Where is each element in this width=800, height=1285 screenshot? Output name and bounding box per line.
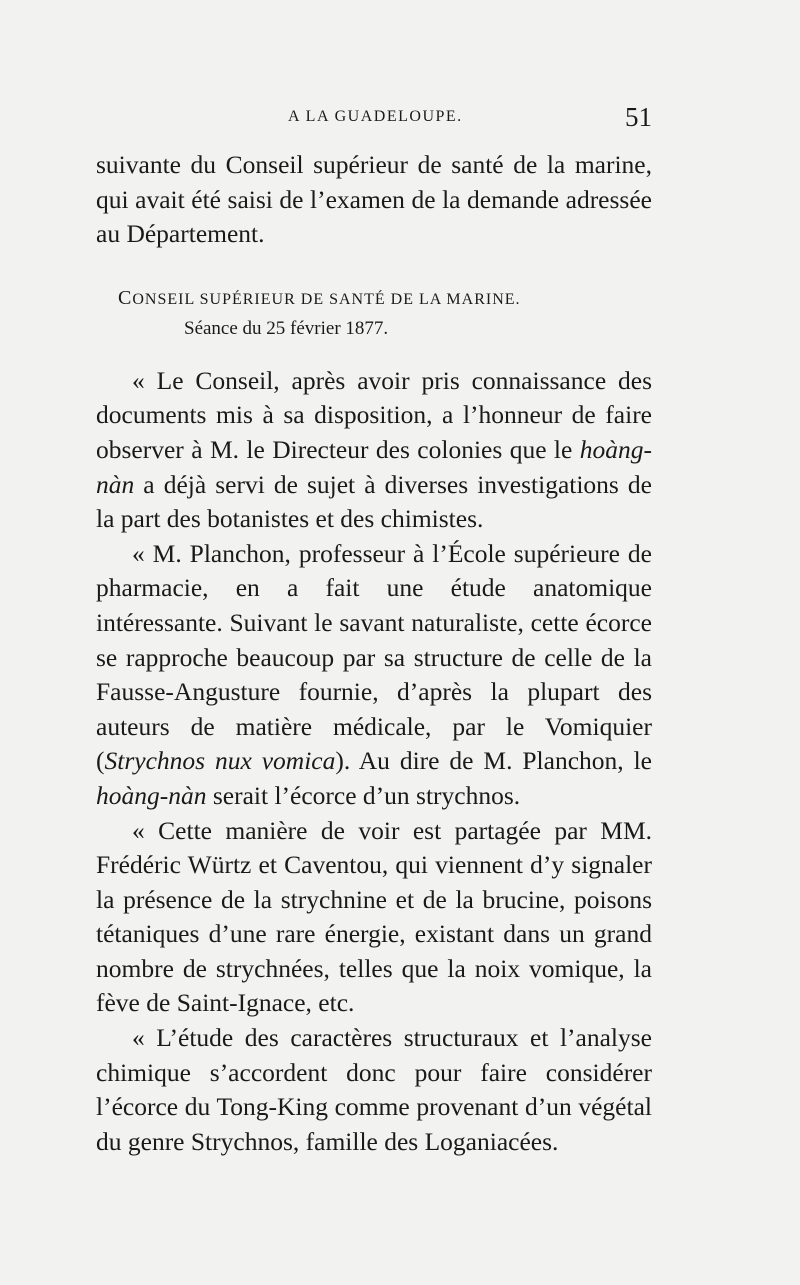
heading-initial: C: [118, 286, 133, 309]
paragraph-1: [96, 364, 652, 537]
p2-italic-species: Strychnos nux vomica: [104, 746, 336, 776]
paragraph-3: « Cette manière de voir est partagée par MM. Frédéric Würtz et Caventou, qui viennent d’y signaler la présence de la strychnine et de la brucine, poisons tétaniques d’une rare énergie, existant dans un grand nombre de strychnées, telles que la noix vomique, la fève de Saint-Ignace, etc.: [96, 815, 652, 1018]
session-date: Séance du 25 février 1877.: [184, 317, 389, 339]
p2-text-b: ). Au dire de M. Planchon, le: [335, 746, 652, 776]
p2-text-a: « M. Planchon, professeur à l’École supérieure de pharmacie, en a fait une étude anatomique intéressante. Suivant le savant naturaliste, cette écorce se rapproche beaucoup par sa structure de celle de la Fausse-Angusture fournie, d’après la plupart des auteurs de matière médicale, par le Vomiquier (: [96, 538, 652, 776]
heading-rest: ONSEIL SUPÉRIEUR DE SANTÉ DE LA MARINE.: [132, 290, 521, 308]
p2-text-c: serait l’écorce d’un strychnos.: [206, 780, 521, 810]
p1-text-b: a déjà servi de sujet à diverses investigations de la part des botanistes et des chimistes.: [96, 469, 652, 534]
paragraph-2: [96, 537, 652, 814]
p1-text-a: « Le Conseil, après avoir pris connaissance des documents mis à sa disposition, a l’honneur de faire observer à M. le Directeur des colonies que le: [96, 365, 652, 464]
paragraph-4: « L’étude des caractères structuraux et l’analyse chimique s’accordent donc pour faire considérer l’écorce du Tong-King comme provenant d’un végétal du genre Strychnos, famille des Loganiacées.: [96, 1023, 652, 1156]
section-heading: [96, 286, 652, 312]
paragraph-intro: suivante du Conseil supérieur de santé de la marine, qui avait été saisi de l’examen de la demande adressée au Département.: [96, 150, 652, 249]
p1-italic-term: hoàng-nàn: [96, 434, 652, 499]
page-number: 51: [625, 102, 652, 132]
body-text: [96, 148, 652, 1159]
p2-italic-term: hoàng-nàn: [96, 780, 207, 810]
running-title: A LA GUADELOUPE.: [288, 108, 463, 125]
running-head: [96, 102, 652, 138]
